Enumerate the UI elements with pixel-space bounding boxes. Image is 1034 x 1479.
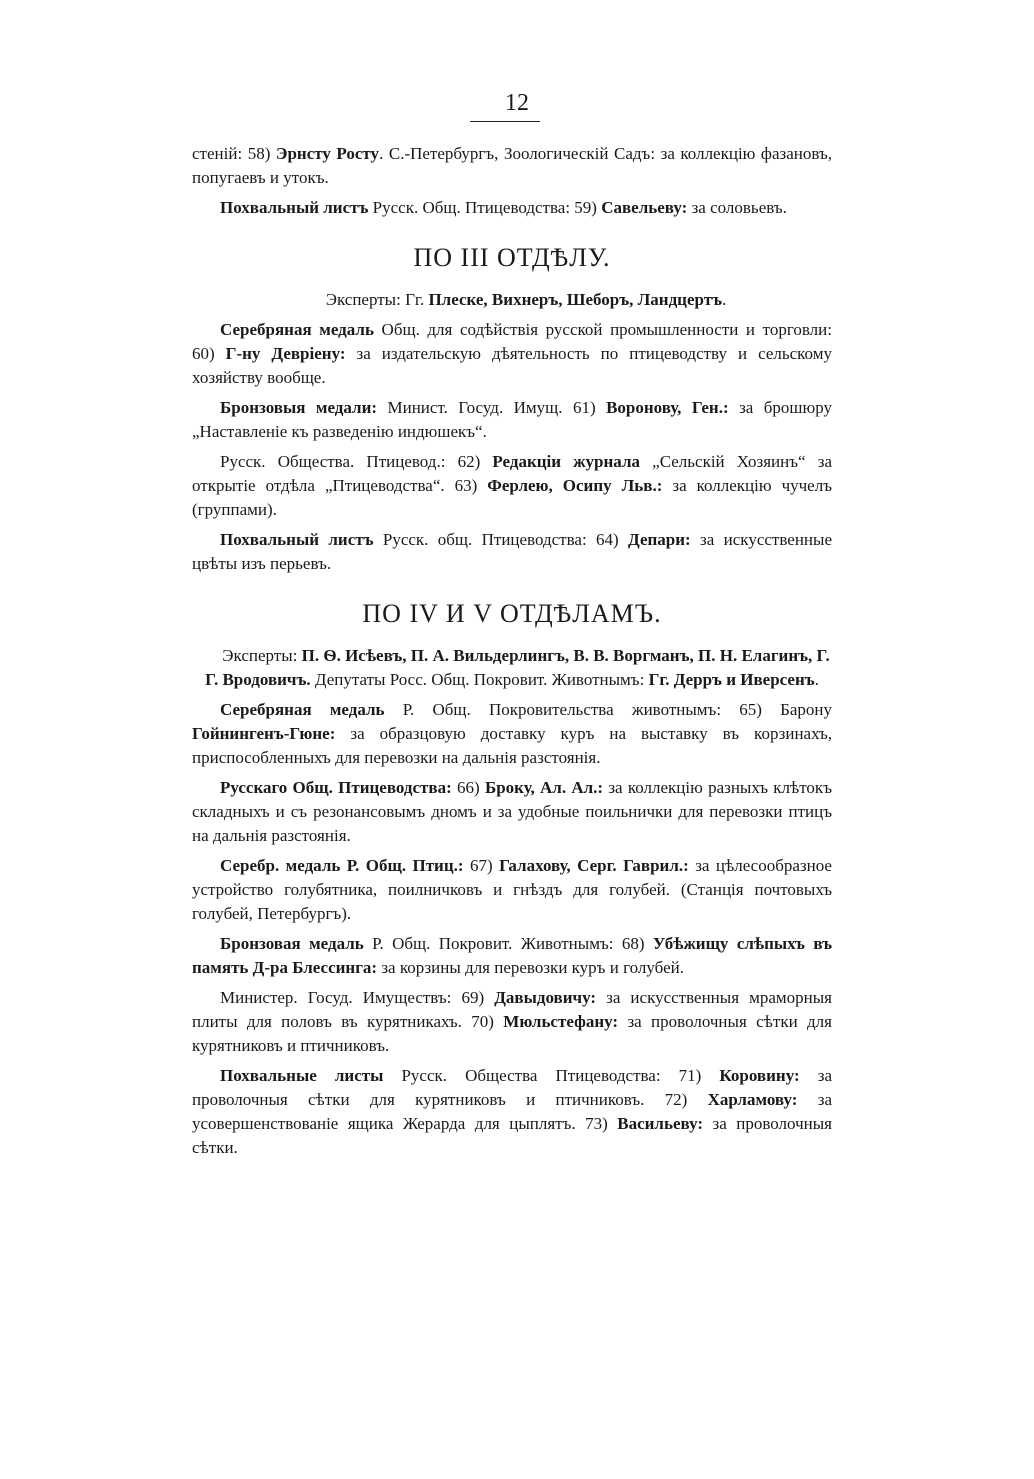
bold-name: Редакціи журнала [492, 452, 640, 471]
text-run: за искусственные цвѣты изъ перьевъ. [192, 530, 832, 573]
paragraph [192, 776, 832, 848]
text-run: за образцовую доставку куръ на выставку въ корзинахъ, приспособленныхъ для перевозки на дальнія разстоянія. [192, 724, 832, 767]
bold-name: Харламову: [707, 1090, 798, 1109]
paragraph [192, 450, 832, 522]
paragraph [192, 932, 832, 980]
text-run: за проволочныя сѣтки для курятниковъ и птичниковъ. 72) [192, 1066, 832, 1109]
paragraph [192, 196, 832, 220]
bold-name: П. Ѳ. Исѣевъ, П. А. Вильдерлингъ, В. В. Воргманъ, П. Н. Елагинъ, Г. Г. Вродовичъ. [205, 646, 830, 689]
bold-name: Коровину: [719, 1066, 800, 1085]
text-run: Депутаты Росс. Общ. Покровит. Животнымъ: [310, 670, 649, 689]
text-run: Р. Общ. Покровит. Животнымъ: 68) [363, 934, 653, 953]
bold-name: Воронову, Ген.: [606, 398, 729, 417]
text-run: . [814, 670, 819, 689]
section-title-iii: ПО III ОТДѢЛУ. [413, 243, 611, 272]
bold-name: Депари: [628, 530, 691, 549]
paragraph [192, 318, 832, 390]
page-number: 12 [505, 90, 529, 116]
paragraph [192, 142, 832, 190]
text-run: . [722, 290, 727, 309]
text-run: Общ. для содѣйствія русской промышленности и торговли: 60) [192, 320, 832, 363]
text-run: Эксперты: Гг. [325, 290, 429, 309]
experts-line [192, 644, 832, 692]
text-run: Министер. Госуд. Имуществъ: 69) [220, 988, 495, 1007]
bold-name: Похвальный листъ [220, 530, 374, 549]
page-number-rule [470, 121, 540, 122]
text-run: за соловьевъ. [687, 198, 787, 217]
text-run: Русск. общ. Птицеводства: 64) [373, 530, 629, 549]
bold-name: Савельеву: [601, 198, 688, 217]
text-run: Русск. Общ. Птицеводства: 59) [368, 198, 602, 217]
bold-name: Серебряная медаль [220, 700, 385, 719]
text-run: Минист. Госуд. Имущ. 61) [377, 398, 607, 417]
bold-name: Похвальные листы [220, 1066, 384, 1085]
bold-name: Г-ну Девріену: [225, 344, 346, 363]
paragraph [192, 854, 832, 926]
text-run: за корзины для перевозки куръ и голубей. [377, 958, 684, 977]
experts-line [192, 288, 832, 312]
bold-name: Плеске, Вихнеръ, Шеборъ, Ландцертъ [428, 290, 723, 309]
bold-name: Русскаго Общ. Птицеводства: [220, 778, 452, 797]
text-run: 67) [463, 856, 500, 875]
text-run: Р. Общ. Покровительства животнымъ: 65) Барону [384, 700, 833, 719]
bold-name: Эрнсту Росту [275, 144, 380, 163]
bold-name: Бронзовая медаль [220, 934, 364, 953]
paragraph [192, 528, 832, 576]
text-run: Эксперты: [222, 646, 302, 665]
text-run: за проволочныя сѣтки для курятниковъ и птичниковъ. [192, 1012, 832, 1055]
text-run: 66) [451, 778, 485, 797]
bold-name: Серебряная медаль [220, 320, 374, 339]
bold-name: Броку, Ал. Ал.: [484, 778, 604, 797]
paragraph [192, 1064, 832, 1160]
bold-name: Ферлею, Осипу Льв.: [487, 476, 663, 495]
bold-name: Убѣжищу слѣпыхъ въ память Д-ра Блессинга: [192, 934, 832, 977]
bold-name: Похвальный листъ [220, 198, 369, 217]
text-run: за цѣлесообразное устройство голубятника, поилничковъ и гнѣздъ для голубей. (Станція почтовыхъ голубей, Петербургъ). [192, 856, 832, 923]
paragraph [192, 698, 832, 770]
text-run: за коллекцію чучелъ (группами). [192, 476, 832, 519]
text-run: за усовершенствованіе ящика Жерарда для цыплятъ. 73) [192, 1090, 832, 1133]
page-body [192, 142, 832, 1166]
bold-name: Галахову, Серг. Гаврил.: [499, 856, 689, 875]
text-run: за проволочныя сѣтки. [192, 1114, 832, 1157]
text-run: за издательскую дѣятельность по птицеводству и сельскому хозяйству вообще. [192, 344, 832, 387]
bold-name: Бронзовыя медали: [220, 398, 378, 417]
bold-name: Мюльстефану: [503, 1012, 619, 1031]
bold-name: Серебр. медаль Р. Общ. Птиц.: [220, 856, 464, 875]
bold-name: Гойнингенъ-Гюне: [192, 724, 336, 743]
text-run: Русск. Общества Птицеводства: 71) [383, 1066, 720, 1085]
text-run: Русск. Общества. Птицевод.: 62) [220, 452, 493, 471]
section-title-iv-v: ПО IV И V ОТДѢЛАМЪ. [362, 599, 662, 628]
bold-name: Гг. Дерръ и Иверсенъ [648, 670, 815, 689]
bold-name: Давыдовичу: [494, 988, 597, 1007]
text-run: . С.-Петербургъ, Зоологическій Садъ: за коллекцію фазановъ, попугаевъ и утокъ. [192, 144, 832, 187]
text-run: стеній: 58) [192, 144, 276, 163]
text-run: „Сельскій Хозяинъ“ за открытіе отдѣла „Птицеводства“. 63) [192, 452, 832, 495]
text-run: за брошюру „Наставленіе къ разведенію индюшекъ“. [192, 398, 832, 441]
paragraph [192, 396, 832, 444]
bold-name: Васильеву: [617, 1114, 704, 1133]
paragraph [192, 986, 832, 1058]
text-run: за искусственныя мраморныя плиты для половъ въ курятникахъ. 70) [192, 988, 832, 1031]
text-run: за коллекцію разныхъ клѣтокъ складныхъ и съ резонансовымъ дномъ и за удобные поильнички для перевозки птицъ на дальнія разстоянія. [192, 778, 832, 845]
